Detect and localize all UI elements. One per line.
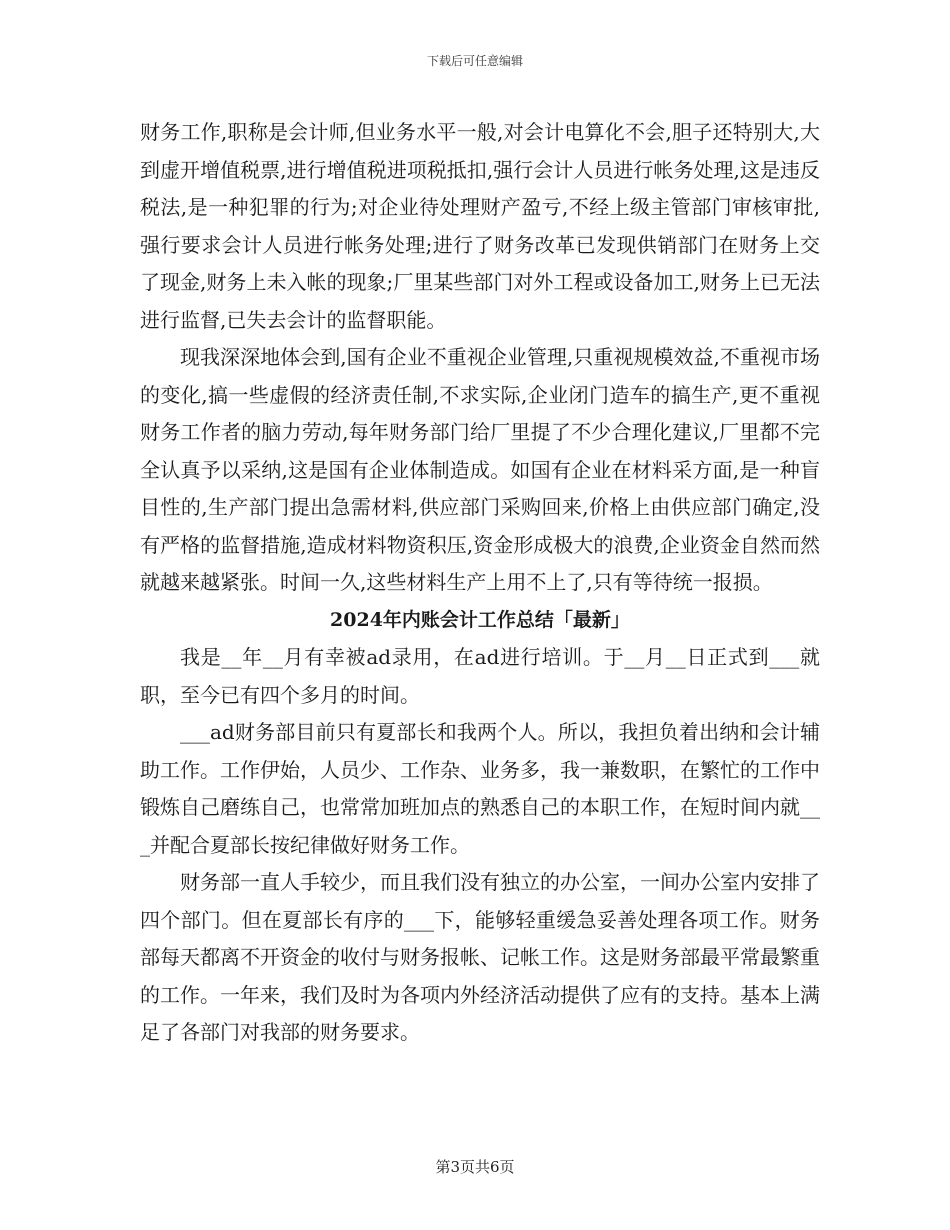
- section-title: 2024年内账会计工作总结「最新」: [330, 608, 630, 631]
- page-footer: 第3页共6页: [435, 1158, 515, 1176]
- paragraph-2: 现我深深地体会到,国有企业不重视企业管理,只重视规模效益,不重视市场的变化,搞一些虚假的经济责任制,不求实际,企业闭门造车的搞生产,更不重视财务工作者的脑力劳动,每年财务部门给厂里提了不少合理化建议,厂里都不完全认真予以采纳,这是国有企业体制造成。如国有企业在材料采方面,是一种盲目性的,生产部门提出急需材料,供应部门采购回来,价格上由供应部门确定,没有严格的监督措施,造成材料物资积压,资金形成极大的浪费,企业资金自然而然就越来越紧张。时间一久,这些材料生产上用不上了,只有等待统一报损。: [140, 345, 820, 594]
- section-paragraph-3: 财务部一直人手较少，而且我们没有独立的办公室，一间办公室内安排了四个部门。但在夏部长有序的___下，能够轻重缓急妥善处理各项工作。财务部每天都离不开资金的收付与财务报帐、记帐工作。这是财务部最平常最繁重的工作。一年来，我们及时为各项内外经济活动提供了应有的支持。基本上满足了各部门对我部的财务要求。: [140, 870, 820, 1044]
- page-header: 下载后可任意编辑: [426, 54, 523, 68]
- section-paragraph-2: ___ad财务部目前只有夏部长和我两个人。所以，我担负着出纳和会计辅助工作。工作伊始，人员少、工作杂、业务多，我一兼数职，在繁忙的工作中锻炼自己磨练自己，也常常加班加点的熟悉自己的本职工作，在短时间内就___并配合夏部长按纪律做好财务工作。: [140, 720, 820, 857]
- paragraph-1: 财务工作,职称是会计师,但业务水平一般,对会计电算化不会,胆子还特别大,大到虚开增值税票,进行增值税进项税抵扣,强行会计人员进行帐务处理,这是违反税法,是一种犯罪的行为;对企业待处理财产盈亏,不经上级主管部门审核审批,强行要求会计人员进行帐务处理;进行了财务改革已发现供销部门在财务上交了现金,财务上未入帐的现象;厂里某些部门对外工程或设备加工,财务上已无法进行监督,已失去会计的监督职能。: [140, 120, 820, 332]
- document-body: [140, 114, 820, 1052]
- section-paragraph-1: 我是__年__月有幸被ad录用，在ad进行培训。于__月__日正式到___就职，至今已有四个多月的时间。: [140, 645, 820, 707]
